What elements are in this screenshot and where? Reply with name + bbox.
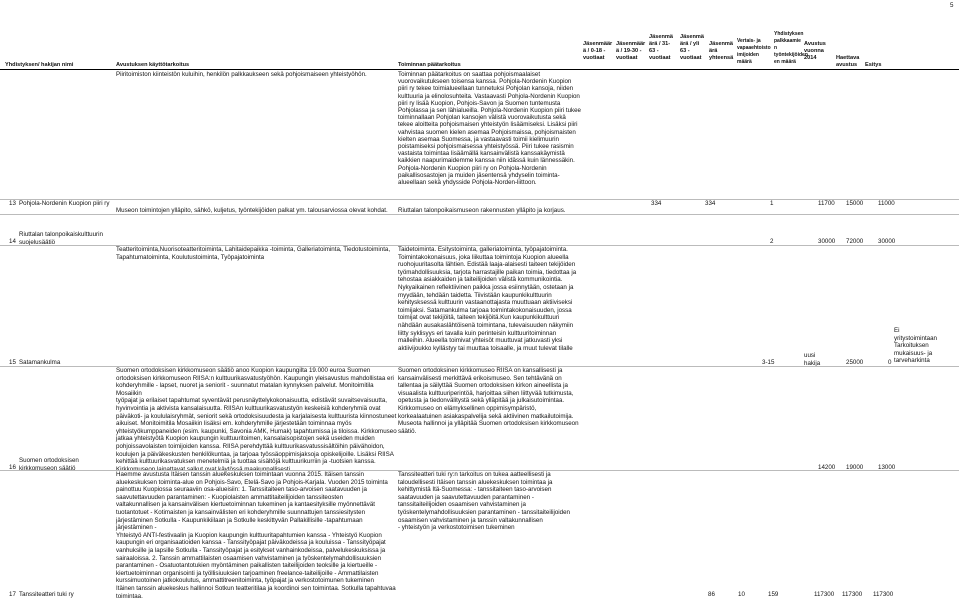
row-members-31-63: 10 xyxy=(738,591,745,598)
row-grant-2014: 11700 xyxy=(818,200,835,207)
row-number: 14 xyxy=(9,238,16,245)
row-org: Tanssiteatteri tuki ry xyxy=(19,591,74,598)
header-members-19-30: Jäsenmäär ä / 19-30 - vuotiaat xyxy=(616,41,646,61)
row-purpose: Piiritoimiston kiinteistön kuluihin, henkilön palkkaukseen sekä pohjoismaiseen yhteistyöhön. xyxy=(116,71,367,78)
header-members-yli-63: Jäsenmä ärä / yli 63 - vuotiaat xyxy=(680,34,704,61)
row-org: Suomen ortodoksisen kirkkomuseon säätiö xyxy=(19,457,79,472)
header-members-0-18: Jäsenmäär ä / 0-18 - vuotiaat xyxy=(583,41,613,61)
row-esitys-amount: 11000 xyxy=(878,200,895,207)
header-grant-2014: Avustus vuonna 2014 xyxy=(804,41,826,61)
header-org: Yhdistyksen/ hakijan nimi xyxy=(5,62,74,68)
row-divider xyxy=(0,199,959,200)
row-activity: Taidetoiminta. Esitystoiminta, galleriatoiminta, työpajatoiminta. Toimintakokonaisuus, joka liikuttaa toimintoja Kuopion alueella ruohojuuritasolta lähtien. Edistää laaja-alaisesti taiteen tekijöiden työmahdollisuuksia, tarjota harrastajille paikan toimia, tiedottaa ja tehostaa asiakkaiden ja taiteilijoiden välistä kommunikointia. Nykyaikainen reflektiivinen paikka jossa esiinnytään, ostetaan ja myydään, tehdään taidetta. Tiivistään kaupunkikulttuurin kehitysksessä kulttuurin vastaanottajasta muuttuaan aktiiviseksi toimijaksi. Satamankulma tarjoaa toimintakokonaisuuden, jossa toimijat ovat tekijöitä, taiteen tekijöitä.Kun kaupunkikulttuuri nähdään ausakaslähtöisenä toimintana, tulevaisuuden näkymiin liitty syklisyys eri tavalla kuin perinteisin kulttuuritoiminnan malleihin. Alueella toimivat yhteisöt muuttuvat jatkuvasti yksi aktiivijoukko kyllästyy tai muuttaa toisaalle, ja muut tulevat tilalle xyxy=(398,246,577,352)
row-purpose: Haemme avustusta Itäisen tanssin aluekeskuksen toimintaan vuonna 2015. Itäisen tanssin aluekeskuksen toiminta-alue on Pohjois-Savo, Etelä-Savo ja Pohjois-Karjala. Vuoden 2015 toiminta painottuu Kuopiossa seuraaviin osa-alueisiin: 1. Tanssitaiteen taso-arvoisen saatavuuden ja saavutettavuuden parantaminen: - Kuopiolaisten ammattitaiteilijoiden tanssiteosten valtakunnallisen ja kansainvälisen kiertuetoiminnan tukeminen ja kantaesityksille myönnettävät tuotantotuet - Kotimaisten ja kansainvälisten eri kohderyhmille suunnattujen tanssiesitysten järjestäminen Sotkulla - Kaupunkikiilaan ja Sotkulle keskittyvän Pallakillisille -tapahtumaan järjestäminen - Yhteistyö ANTI-festivaalin ja Kuopion kaupungin kulttuuritapahtumien kanssa - Yhteistyö Kuopion kaupungin eri organisaatioiden kanssa - Tanssityöpajat päiväkodeissa ja kouluissa - Tanssityöpajat vanhuksille ja lapsille Sotkulla - Tanssityöpajat ja esitykset vanhainkodeissa, palvelukeskuksissa ja sairaaloissa. 2. Tanssin ammattilaisten osaamisen vahvistaminen ja työskentelymahdollisuuksien parantaminen - Osatuotantotukien myöntäminen paikallisten taiteilijoiden teoksille ja kiertueille - kiertuetoiminnan organisointi ja työllisiuuksien tarjoaminen freelance-taiteilijoille - Ammattilaisten kurssimuotoinen jatkokoulutus, ammattitreenitoiminta, työpajat ja verkostotoimunen tukeminen Itäinen tanssin aluekeskus hallinnoi Sotkun teatteritilaa ja koordinoi sen toimintaa. Sotkulla tapahtuvaa toimintaa. xyxy=(116,471,396,600)
row-number: 13 xyxy=(9,200,16,207)
row-number: 16 xyxy=(9,464,16,471)
row-requested: 15000 xyxy=(846,200,864,207)
header-bottom-rule xyxy=(0,69,959,70)
header-notes: Esitys xyxy=(865,62,882,68)
row-number: 17 xyxy=(9,591,16,598)
row-volunteers: 159 xyxy=(768,591,779,598)
row-number: 15 xyxy=(9,359,16,366)
row-members-total: 334 xyxy=(651,200,662,207)
header-purpose: Avustuksen käyttötarkoitus xyxy=(116,62,190,68)
row-esitys-amount: 0 xyxy=(888,359,892,366)
row-volunteers: 2 xyxy=(770,238,774,245)
row-purpose: Suomen ortodoksisen kirkkomuseon säätiö anoo Kuopion kaupungilta 19.000 euroa Suomen ortodoksisen kirkkomuseon RIISA:n kulttuurikasvatustyöhön. Kaupungin yleisavustus mahdollistaa eri kohderyhmille - lapset, nuoret ja seniorit - suunnatut matalan kynnyksen palvelut. Monitoimitila Mosaiikin työpajat ja erilaiset tapahtumat syventävät perusnäyttelykokonaisuutta, edistävät suvaitsevaisuutta, hyvinvointia ja aktivista kansalaisuutta. RIISAn kulttuurikasvatustyön keskeisiä kohderyhmiä ovat päiväkoti- ja koululaisryhmät, seniorit sekä ortodoksisuudesta ja karjalaisesta kulttuurista kiinnostuneet aikuiset. Monitoimitila Mosaiikin lisäksi em. kohderyhmille järjestetään toiminnaa myös yhteistyökumppaneiden (esim. kaupunki, Savonia AMK, Humak) tapahtumissa ja tiloissa. Kirkkomuseo jatkaa yhteistyötä Kuopion kaupungin kulttuuritoimen, kansalaisopistojen sekä useiden muiden pohjoissavolaisten toimijoiden kanssa. RIISA perehdyttää kulttuurikasvatussisältöihin päivähoidon, koulujen ja päiväkeskusten henkilökuntaa, ja tarjoaa työssäoppimisjaksoja opiskelijoille. Lisäksi RIISA kehittää kulttuurikasvatuksen menetelmiä ja tuottaa sisältöjä kulttuurikurriin ja -tuotsien kanssa. Kirkkomuseon lainattavat salkut ovat käytössä maakunnallisesti. xyxy=(116,367,397,473)
row-members-31-63: 334 xyxy=(705,200,716,207)
row-esitys-amount: 117300 xyxy=(873,591,894,598)
page-number: 5 xyxy=(950,2,954,9)
row-activity: Tanssiteatteri tuki ry:n tarkoitus on tukea aatteellisesti ja taloudellisesti Itäisen tanssin aluekeskuksen toimintaa ja kehittymistä Itä-Suomessa: - tanssitaiteen taso-arvoisen saatavuuden ja saavutettavuuden parantaminen - tanssitaiteilijoiden osaamisen vahvistaminen ja työskentelymahdollisuuksien parantaminen - tanssitaiteilijoiden osaamisen vahvistaminen ja tanssin valtakunnallisen - yhteistyön ja verkostotoimisen tukeminen xyxy=(398,471,570,532)
row-requested: 72000 xyxy=(846,238,864,245)
row-employees: uusi hakija xyxy=(804,352,821,367)
row-org: Pohjola-Nordenin Kuopion piiri ry xyxy=(19,200,110,207)
row-purpose: Teatteritoiminta,Nuorisoteatteritoiminta, Lahitaidepaikka -toiminta, Galleriatoiminta, Tiedotustoiminta, Tapahtumatoiminta, Koulutustoiminta, Työpajatoiminta xyxy=(116,246,391,261)
row-grant-2014: 14200 xyxy=(818,464,836,471)
header-members-total: Jäsenmä ärä yhteensä xyxy=(709,41,734,61)
row-requested: 19000 xyxy=(846,464,864,471)
row-members-total: 86 xyxy=(708,591,715,598)
header-employees: Yhdistyksen palkkaamie n työntekijöiden en määrä xyxy=(774,31,808,65)
header-volunteers: Vertais- ja vapaaehtoisto imijoiden määrä xyxy=(737,38,771,65)
row-activity: Toiminnan päätarkoitus on saattaa pohjoismaalaiset vuorovaikutukseen toisensa kanssa. Pohjola-Nordenin Kuopion piiri ry tekee toimialueellaan tunnetuksi Pohjolan kansoja, niiden kulttuuria ja elinolosuhteita. Vastaavasti Pohjola-Nordenin Kuopion piiri ry lisää Kuopion, Pohjois-Savon ja Suomen tuntemusta Pohjolassa ja sen lähialueilla. Pohjola-Nordenin Kuopion piiri tukee toiminnallaan Pohjolan kansojen välistä vuorovaikutusta sekä tekee aloitteita pohjoismaisen yhteistyön lisäämiseksi. Lisäksi piiri vahvistaa suomen kielen asemaa Pohjoismaissa, pohjoismaisten kielten asemaa Suomessa, ja vastaavasti toimii kielimuurin poistamiseksi pohjoismaisessa yhteistyössä. Piiri tukee rasismin vastaista toimintaa lisäämällä kansainvälistä kanssakäymistä kaikkien naapurimaidemme kanssa niin idässä kuin lännessäkin. Pohjola-Nordenin Kuopion piiri ry on Pohjola-Nordenin paikallisosastojen ja muiden jäsentensä yhdyselin toiminta- alueellaan sekä yhdysside Pohjola-Norden-liittoon. xyxy=(398,71,581,187)
row-esitys-note: Ei yritystoimintaan Tarkoituksen mukaisuus- ja tarveharkinta xyxy=(894,327,937,365)
row-esitys-amount: 30000 xyxy=(878,238,896,245)
row-org: Satamankulma xyxy=(19,359,61,366)
row-volunteers: 3-15 xyxy=(762,359,775,366)
row-volunteers: 1 xyxy=(770,200,774,207)
row-esitys-amount: 13000 xyxy=(878,464,896,471)
row-grant-2014: 30000 xyxy=(818,238,836,245)
row-activity: Suomen ortodoksinen kirkkomuseo RIISA on kansallisesti ja kansainvälisesti merkittävä erikoismuseo. Sen tehtävänä on tallentaa ja säilyttää Suomen ortodoksisen kirkon aineellista ja visuaalista kulttuuriperintöä, harjoittaa siihen liittyvää tutkimusta, opetusta ja tiedonvälitystä sekä ylläpitää ja julkaisutoimintaa. Kirkkomuseo on elämyksellinen oppimisympäristö, korkealaatuinen asiakaspalvelija sekä aktiivinen matkailutoimija. Museota hallinnoi ja ylläpitää Suomen ortodoksisen kirkkomuseon säätiö. xyxy=(398,367,579,435)
header-members-31-63: Jäsenmä ärä / 31- 63 - vuotiaat xyxy=(649,34,673,61)
header-requested: Haettava avustus xyxy=(836,55,860,68)
row-requested: 117300 xyxy=(842,591,863,598)
header-activity: Toiminnan päätarkoitus xyxy=(398,62,461,68)
row-requested: 25000 xyxy=(846,359,864,366)
row-org: Riuttalan talonpoikaiskulttuurin suojelusäätiö xyxy=(19,231,103,246)
row-divider xyxy=(0,214,959,215)
row-activity: Riuttalan talonpoikaismuseon rakennusten ylläpito ja korjaus. xyxy=(398,207,566,214)
row-grant-2014: 117300 xyxy=(814,591,835,598)
row-purpose: Museon toimintojen ylläpito, sähkö, kuljetus, työntekijöiden palkat ym. talousarviossa olevat kohdat. xyxy=(116,207,388,214)
